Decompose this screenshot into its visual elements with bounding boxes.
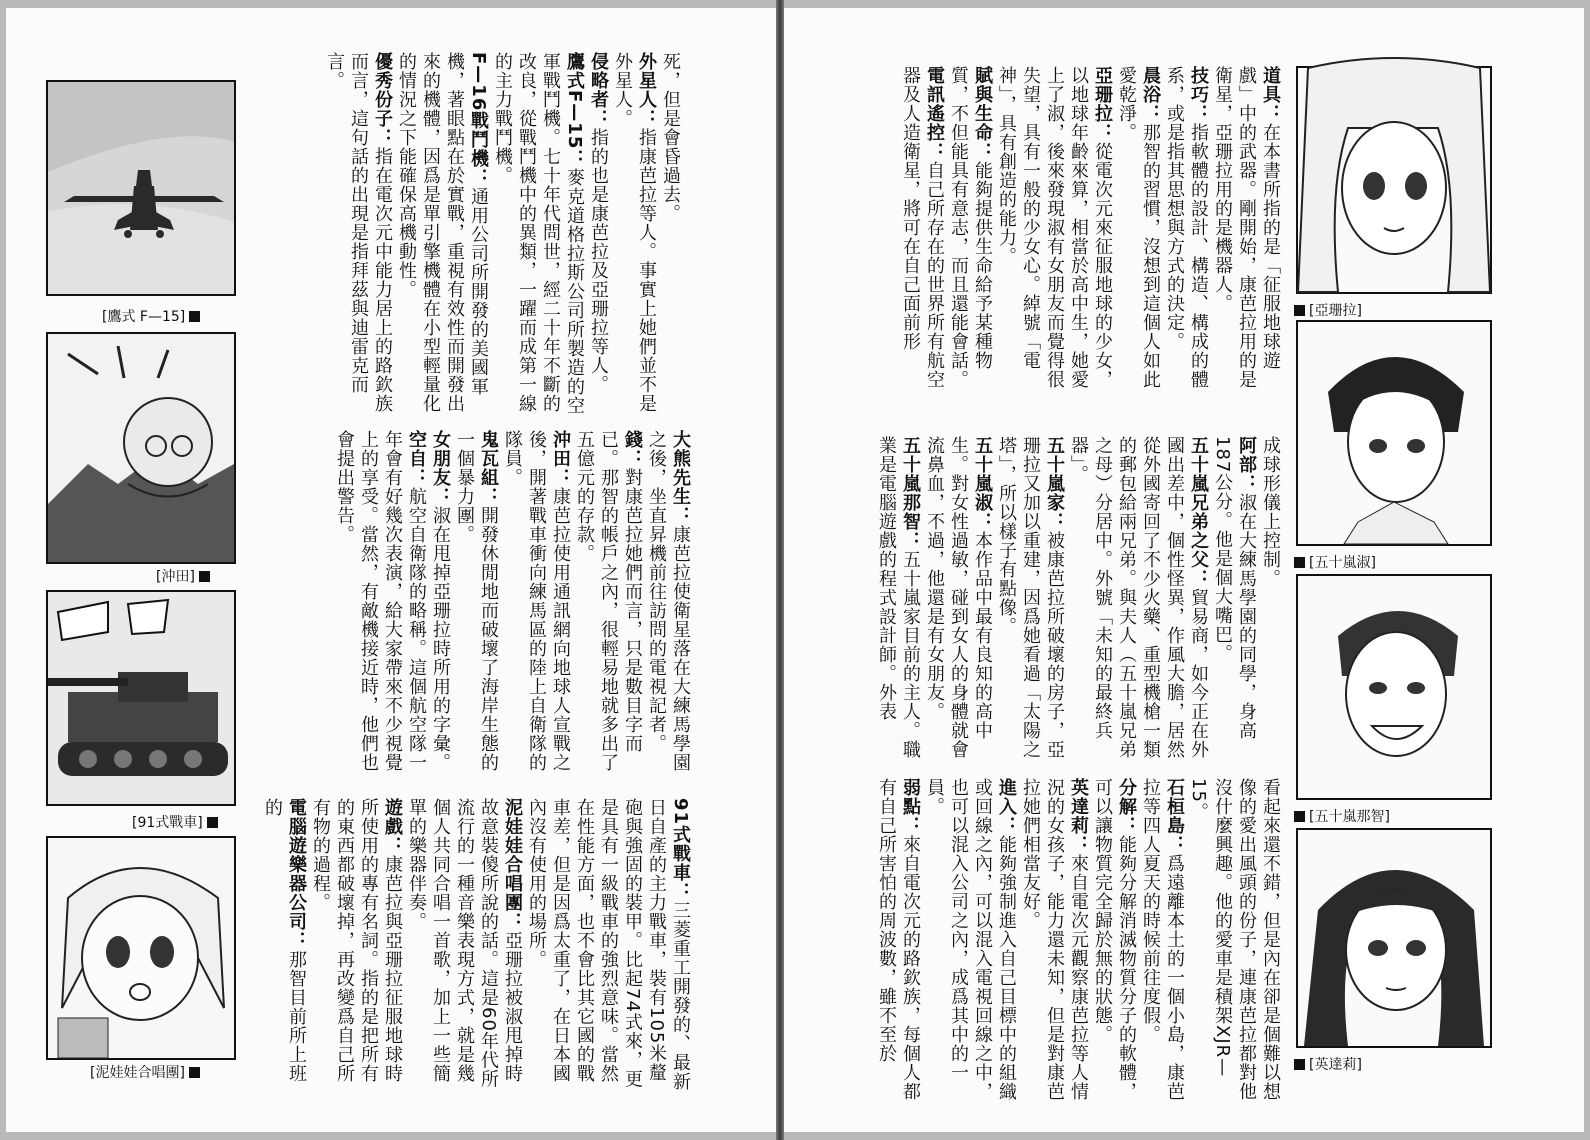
caption-doll-chorus: [泥娃娃合唱團] [90,1062,204,1082]
entry-desc: 五十嵐家目前的主人。職業是電腦遊戲的程式設計師。外表 [876,436,921,759]
book-gutter [776,0,784,1140]
entry-desc: 那智的習慣，沒想到這個人如此愛乾淨。 [1116,66,1161,389]
entry-desc: 指軟體的設計、構造、構成的體系，或是指其思想與方式的決定。 [1164,66,1209,389]
entry-term: 91式戰車 ： [670,798,691,901]
entry-term: 五十嵐兄弟之父 ： [1188,436,1209,588]
entry-desc: 能夠提供生命給予某種物質，不但能具有意志，而且還能會話。 [948,66,993,389]
entry-desc: 指在電次元中能力居上的路欽族而言，這句話的出現是指拜茲與迪雷克而言。 [324,52,393,413]
caption-nachi: [五十嵐那智] [1290,806,1390,826]
right-text-middle [872,436,1282,762]
entry-term: 電訊遙控 ： [924,66,945,161]
image-doll-chorus [46,836,236,1060]
entry-term: 遊戲 ： [382,798,403,855]
asanra-illustration [1298,68,1490,292]
entry-term: 進入 ： [996,778,1017,835]
entry [1210,66,1282,396]
entry-term: 泥娃娃合唱團 ： [502,798,523,931]
entry-term: 弱點 ： [900,778,921,835]
entry-term: 外星人 ： [636,52,657,128]
entry [404,798,524,1098]
entry-term: 大熊先生 ： [670,430,691,525]
entry-desc: 淑在大練馬學園的同學，身高187公分。他是個大嘴巴。 [1212,436,1257,740]
entry [644,430,692,786]
entry [322,52,394,416]
entry-term: 錢 ： [622,430,643,468]
entry-term: 優秀份子 ： [372,52,393,147]
entry-desc: 通用公司所開發的美國軍機，著眼點在於實戰，重視有效性而開發出來的機體，因爲是單引擎機體在小型輕量化的情況之下能確保高機動性。 [396,52,489,413]
left-text-top [292,52,682,416]
entry [898,66,946,396]
left-text-bottom [262,798,692,1098]
left-page [6,8,776,1132]
entry [394,52,490,416]
entry [1018,778,1090,1108]
entry [1066,436,1210,762]
jet-illustration [48,82,234,294]
entry [610,52,658,416]
entry-desc: 淑在甩掉亞珊拉時所用的字彙。 [430,506,451,772]
entry [1186,778,1282,1108]
entry-desc: 康芭拉與亞珊拉征服地球時所使用的專有名詞。指的是把所有的東西都破壞掉，再改變爲自己所有物的過程。 [310,798,403,1083]
portrait-nachi [1296,574,1492,800]
entry-desc: 在本書所指的是「征服地球遊戲」中的武器。剛開始，康芭拉用的是衛星，亞珊拉用的是機器人。 [1212,66,1281,389]
indari-illustration [1298,830,1490,1046]
entry-term: 亞珊拉 ： [1092,66,1113,142]
entry [1162,66,1210,396]
tank-illustration [48,592,234,804]
entry [428,430,452,786]
entry-term: 五十嵐那智 ： [900,436,921,550]
entry-desc: 能夠強制進入自己目標中的組織或回線之內，可以混入電視回線之中，也可以混入公司之內，成爲其中的一員。 [924,778,1017,1101]
entry-term: 道具 ： [1260,66,1281,123]
entry [1210,436,1258,762]
entry-desc: 康芭拉使用通訊網向地球人宣戰之後，開著戰車衝向練馬區的陸上自衛隊的隊員。 [502,430,571,772]
entry-desc: 貿易商，如今正在外國出差中，個性怪異，作風大膽，居然從外國寄回了不少火藥、重型機槍一類的郵包給兩兄弟。與夫人（五十嵐兄弟之母）分居中。外號「未知的最終兵器」。 [1068,436,1209,759]
image-f15-jet [46,80,236,296]
entry-term: 鬼瓦組 ： [478,430,499,506]
entry-term: 電腦遊樂器公司 ： [286,798,307,950]
entry-term: 阿部 ： [1236,436,1257,493]
image-okita [46,332,236,564]
portrait-shuku [1296,320,1492,546]
entry-desc: 三菱重工開發的、最新日自產的主力戰車，裝有105米釐砲與強固的裝甲。比起74式來，更是具有一級戰車的強烈意味。當然在性能方面，也不會比其它國的戰車差，但是因爲太重了，在日本國內沒有使用的場所。 [526,798,691,1092]
caption-okita: [沖田] [156,566,214,586]
left-text-middle [302,430,692,786]
entry [994,66,1114,396]
nachi-illustration [1298,576,1490,798]
entry-desc: 成球形儀上控制。 [1260,436,1281,588]
entry-term: 女朋友 ： [430,430,451,506]
entry [994,436,1066,762]
portrait-asanra [1296,66,1492,294]
entry-term: 侵略者 ： [588,52,609,128]
entry [586,52,610,416]
entry-desc: 從電次元來征服地球的少女，以地球年齡來算，相當於高中生，她愛上了淑，後來發現淑有女朋友而覺得很失望，具有一般的少女心。綽號「電神」，具有創造的能力。 [996,66,1113,389]
entry-desc: 自己所存在的世界所有航空器及人造衛星，將可在自己面前形 [900,66,945,389]
entry-desc: 對康芭拉她們而言，只是數目字而已。那智的帳戶之內，很輕易地就多出了五億元的存款。 [574,430,643,772]
entry [874,778,922,1108]
entry-term: 晨浴 ： [1140,66,1161,123]
caption-tank: [91式戰車] [132,812,222,832]
entry-desc: 指康芭拉等人。事實上她們並不是外星人。 [612,52,657,413]
entry [260,798,308,1098]
entry-desc: 麥克道格拉斯公司所製造的空軍戰鬥機。七十年代問世，經二十年不斷的改良，從戰鬥機中的異類，一躍而成第一線的主力戰鬥機。 [492,52,585,416]
girl-illustration [48,838,234,1058]
entry-desc: 那智目前所上班的 [262,798,307,1083]
entry-desc: 本作品中最有良知的高中生。對女性過敏，碰到女人的身體就會流鼻血，不過，他還是有女朋友。 [924,436,993,759]
entry-desc: 來自電次元的路欽族，每個人都有自己所害怕的周波數，雖不至於 [876,778,921,1101]
entry [308,798,404,1098]
entry [1090,778,1138,1108]
entry-desc: 看起來還不錯，但是內在卻是個難以想像的愛出風頭的份子，連康芭拉都對他沒什麼興趣。他的愛車是積架XJR—15。 [1188,778,1281,1101]
entry-desc: 死，但是會昏過去。 [660,52,681,223]
entry [490,52,586,416]
entry-desc: 開發休閒地而破壞了海岸生態的一個暴力團。 [454,430,499,772]
soldier-illustration [48,334,234,562]
entry [452,430,500,786]
entry-term: 分解 ： [1116,778,1137,835]
entry-term: 五十嵐淑 ： [972,436,993,531]
caption-shuku: [五十嵐淑] [1290,552,1376,572]
entry-term: 英達莉 ： [1068,778,1089,854]
entry [1258,436,1282,762]
entry-desc: 爲遠離本土的一個小島，康芭拉等四人夏天的時候前往度假。 [1140,778,1185,1101]
entry [1114,66,1162,396]
entry [332,430,428,786]
image-type91-tank [46,590,236,806]
entry-desc: 被康芭拉所破壞的房子，亞珊拉又加以重建，因爲她看過「太陽之塔」，所以樣子有點像。 [996,436,1065,759]
entry [658,52,682,416]
entry-term: 空自 ： [406,430,427,487]
portrait-indari [1296,828,1492,1048]
entry-desc: 航空自衛隊的略稱。這個航空隊一年會有好幾次表演，給大家帶來不少視覺上的享受。當然，有敵機接近時，他們也會提出警告。 [334,430,427,772]
entry [524,798,692,1098]
entry [572,430,644,786]
right-page [784,8,1584,1132]
right-text-top [872,66,1282,396]
entry [922,436,994,762]
caption-indari: [英達莉] [1290,1054,1362,1074]
entry-term: 賦與生命 ： [972,66,993,161]
entry-term: 沖田 ： [550,430,571,487]
entry [946,66,994,396]
entry [1138,778,1186,1108]
shuku-illustration [1298,322,1490,544]
entry-term: 鷹式F—15 ： [564,52,585,168]
entry-desc: 來自電次元觀察康芭拉等人情況的女孩子，能力還未知，但是對康芭拉她們相當友好。 [1020,778,1089,1101]
entry-desc: 指的也是康芭拉及亞珊拉等人。 [588,128,609,394]
right-text-bottom [872,778,1282,1108]
entry [874,436,922,762]
entry-term: 五十嵐家 ： [1044,436,1065,531]
entry-desc: 亞珊拉被淑甩掉時故意裝傻所說的話。這是60年代所流行的一種音樂表現方式，就是幾個人共同合唱一首歌，加上一些簡單的樂器伴奏。 [406,798,523,1089]
entry [922,778,1018,1108]
entry-term: F—16戰鬥機 ： [468,52,489,187]
entry-desc: 能夠分解消滅物質分子的軟體，可以讓物質完全歸於無的狀態。 [1092,778,1137,1101]
entry-term: 石桓島 ： [1164,778,1185,854]
caption-asanra: [亞珊拉] [1290,300,1362,320]
caption-f15: [鷹式 F—15] [102,306,204,326]
entry [500,430,572,786]
entry-desc: 康芭拉使衛星落在大練馬學園之後，坐直昇機前往訪問的電視記者。 [646,430,691,772]
entry-term: 技巧 ： [1188,66,1209,123]
